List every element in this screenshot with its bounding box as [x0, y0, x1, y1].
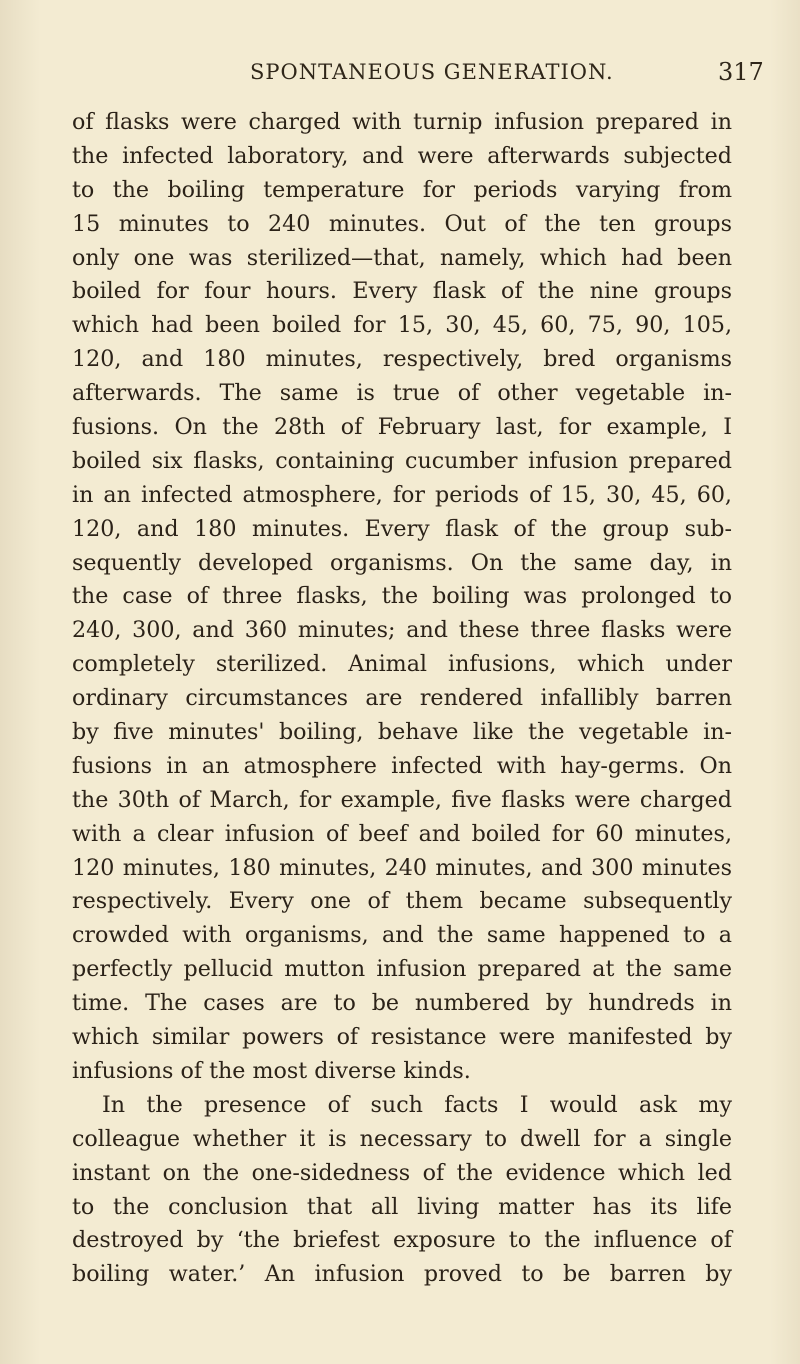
text-line: to the conclusion that all living matter has its life [72, 1193, 732, 1220]
text-line: ordinary circumstances are rendered infallibly barren [72, 685, 732, 712]
text-line: of flasks were charged with turnip infusion prepared in [72, 109, 732, 135]
text-line: which similar powers of resistance were manifested by [72, 1024, 732, 1051]
text-line: in an infected atmosphere, for periods of 15, 30, 45, 60, [72, 481, 732, 508]
paragraph-2 [72, 1089, 732, 1292]
body-text [72, 106, 732, 1292]
text-line: fusions in an atmosphere infected with hay-germs. On [72, 752, 732, 779]
text-line: In the presence of such facts I would ask my [102, 1091, 732, 1118]
text-line: afterwards. The same is true of other vegetable in- [72, 380, 732, 407]
text-line: infusions of the most diverse kinds. [72, 1057, 471, 1084]
text-line: only one was sterilized—that, namely, which had been [72, 244, 732, 271]
page-number: 317 [718, 58, 764, 86]
text-line: respectively. Every one of them became subsequently [72, 888, 732, 915]
text-line: boiling water.’ An infusion proved to be barren by [72, 1261, 732, 1288]
text-line: with a clear infusion of beef and boiled for 60 minutes, [72, 820, 732, 847]
text-line: fusions. On the 28th of February last, for example, I [72, 414, 732, 441]
text-line: completely sterilized. Animal infusions, which under [72, 651, 732, 678]
text-line: boiled for four hours. Every flask of the nine groups [72, 278, 732, 305]
text-line: to the boiling temperature for periods varying from [72, 176, 732, 203]
text-line: crowded with organisms, and the same happened to a [72, 922, 732, 949]
paragraph-1 [72, 106, 732, 1089]
text-line: 240, 300, and 360 minutes; and these three flasks were [72, 617, 732, 644]
text-line: which had been boiled for 15, 30, 45, 60, 75, 90, 105, [72, 312, 732, 339]
text-line: boiled six flasks, containing cucumber infusion prepared [72, 447, 732, 474]
text-line: the case of three flasks, the boiling was prolonged to [72, 583, 732, 610]
text-line: 120, and 180 minutes, respectively, bred organisms [72, 346, 732, 373]
text-line: destroyed by ‘the briefest exposure to the influence of [72, 1227, 732, 1254]
text-line: perfectly pellucid mutton infusion prepared at the same [72, 956, 732, 983]
text-line: by five minutes' boiling, behave like the vegetable in- [72, 719, 732, 746]
text-line: the infected laboratory, and were afterwards subjected [72, 142, 732, 169]
running-head: SPONTANEOUS GENERATION. [250, 60, 614, 84]
text-line: colleague whether it is necessary to dwell for a single [72, 1125, 732, 1152]
text-line: 120, and 180 minutes. Every flask of the group sub- [72, 515, 732, 542]
text-line: sequently developed organisms. On the same day, in [72, 549, 732, 576]
text-line: time. The cases are to be numbered by hundreds in [72, 990, 732, 1017]
text-line: 120 minutes, 180 minutes, 240 minutes, and 300 minutes [72, 854, 732, 881]
text-line: 15 minutes to 240 minutes. Out of the ten groups [72, 210, 732, 237]
text-line: the 30th of March, for example, five flasks were charged [72, 786, 732, 813]
text-line: instant on the one-sidedness of the evidence which led [72, 1159, 732, 1186]
